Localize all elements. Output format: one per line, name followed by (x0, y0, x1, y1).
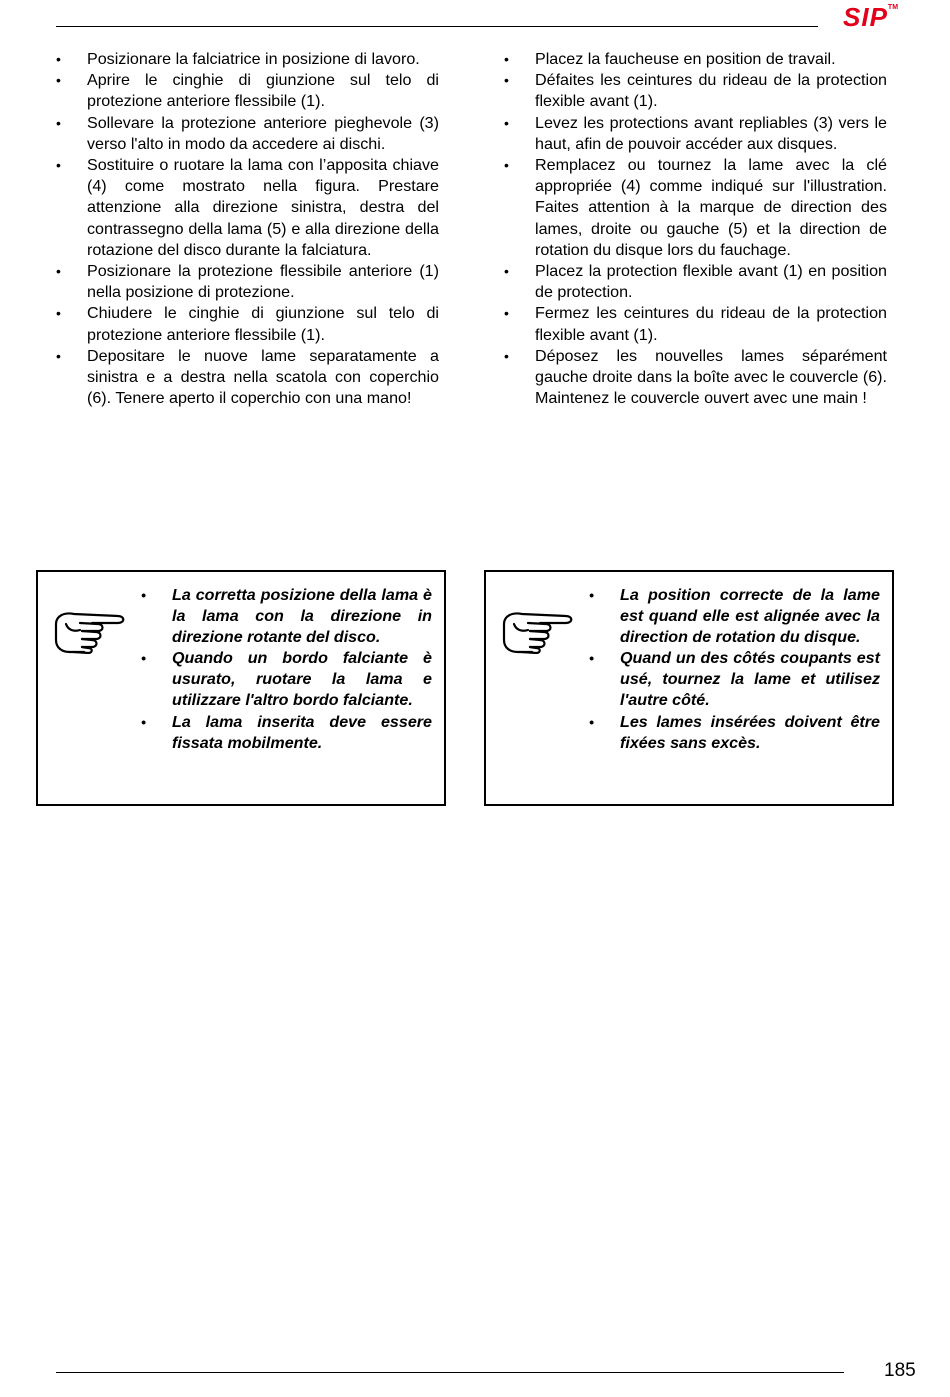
footer-rule (56, 1372, 844, 1373)
list-item: • Remplacez ou tournez la lame avec la clé appropriée (4) comme indiqué sur l'illustration. Faites attention à la marque de direction des lames, droite ou gauche (5) et la direction de rotation du disque lors du fauchage. (501, 155, 887, 261)
list-item: • La corretta posizione della lama è la lama con la direzione in direzione rotante del disco. (138, 585, 432, 648)
french-column (501, 49, 887, 409)
logo-trademark: TM (887, 4, 899, 11)
list-item: • La lama inserita deve essere fissata mobilmente. (138, 712, 432, 754)
list-item: • Aprire le cinghie di giunzione sul telo di protezione anteriore flessibile (1). (53, 70, 439, 112)
italian-instructions (53, 49, 439, 409)
list-item: • Placez la protection flexible avant (1) en position de protection. (501, 261, 887, 303)
pointing-hand-icon (500, 610, 576, 654)
list-item: • Sostituire o ruotare la lama con l’apposita chiave (4) come mostrato nella figura. Prestare attenzione alla direzione sinistra, destra del contrassegno della lama (5) e alla direzione della rotazione del disco durante la falciatura. (53, 155, 439, 261)
logo-text: SIP (843, 2, 888, 32)
list-item: • Les lames insérées doivent être fixées sans excès. (586, 712, 880, 754)
pointing-hand-icon (52, 610, 128, 654)
list-item: • La position correcte de la lame est quand elle est alignée avec la direction de rotation du disque. (586, 585, 880, 648)
italian-column (53, 49, 439, 409)
list-item: • Quando un bordo falciante è usurato, ruotare la lama e utilizzare l'altro bordo falciante. (138, 648, 432, 711)
list-item: • Fermez les ceintures du rideau de la protection flexible avant (1). (501, 303, 887, 345)
list-item: • Déposez les nouvelles lames séparément gauche droite dans la boîte avec le couvercle (6). Maintenez le couvercle ouvert avec une main ! (501, 346, 887, 410)
sip-logo (843, 2, 898, 33)
header-rule (56, 26, 818, 27)
list-item: • Chiudere le cinghie di giunzione sul telo di protezione anteriore flessibile (1). (53, 303, 439, 345)
french-note-box (484, 570, 894, 806)
italian-note-list (138, 585, 432, 754)
list-item: • Levez les protections avant repliables (3) vers le haut, afin de pouvoir accéder aux disques. (501, 113, 887, 155)
page-number: 185 (884, 1360, 916, 1381)
french-instructions (501, 49, 887, 409)
list-item: • Placez la faucheuse en position de travail. (501, 49, 887, 70)
list-item: • Défaites les ceintures du rideau de la protection flexible avant (1). (501, 70, 887, 112)
french-note-list (586, 585, 880, 754)
list-item: • Posizionare la falciatrice in posizione di lavoro. (53, 49, 439, 70)
list-item: • Posizionare la protezione flessibile anteriore (1) nella posizione di protezione. (53, 261, 439, 303)
list-item: • Quand un des côtés coupants est usé, tournez la lame et utilisez l'autre côté. (586, 648, 880, 711)
list-item: • Depositare le nuove lame separatamente a sinistra e a destra nella scatola con coperchio (6). Tenere aperto il coperchio con una mano! (53, 346, 439, 410)
list-item: • Sollevare la protezione anteriore pieghevole (3) verso l'alto in modo da accedere ai dischi. (53, 113, 439, 155)
italian-note-box (36, 570, 446, 806)
